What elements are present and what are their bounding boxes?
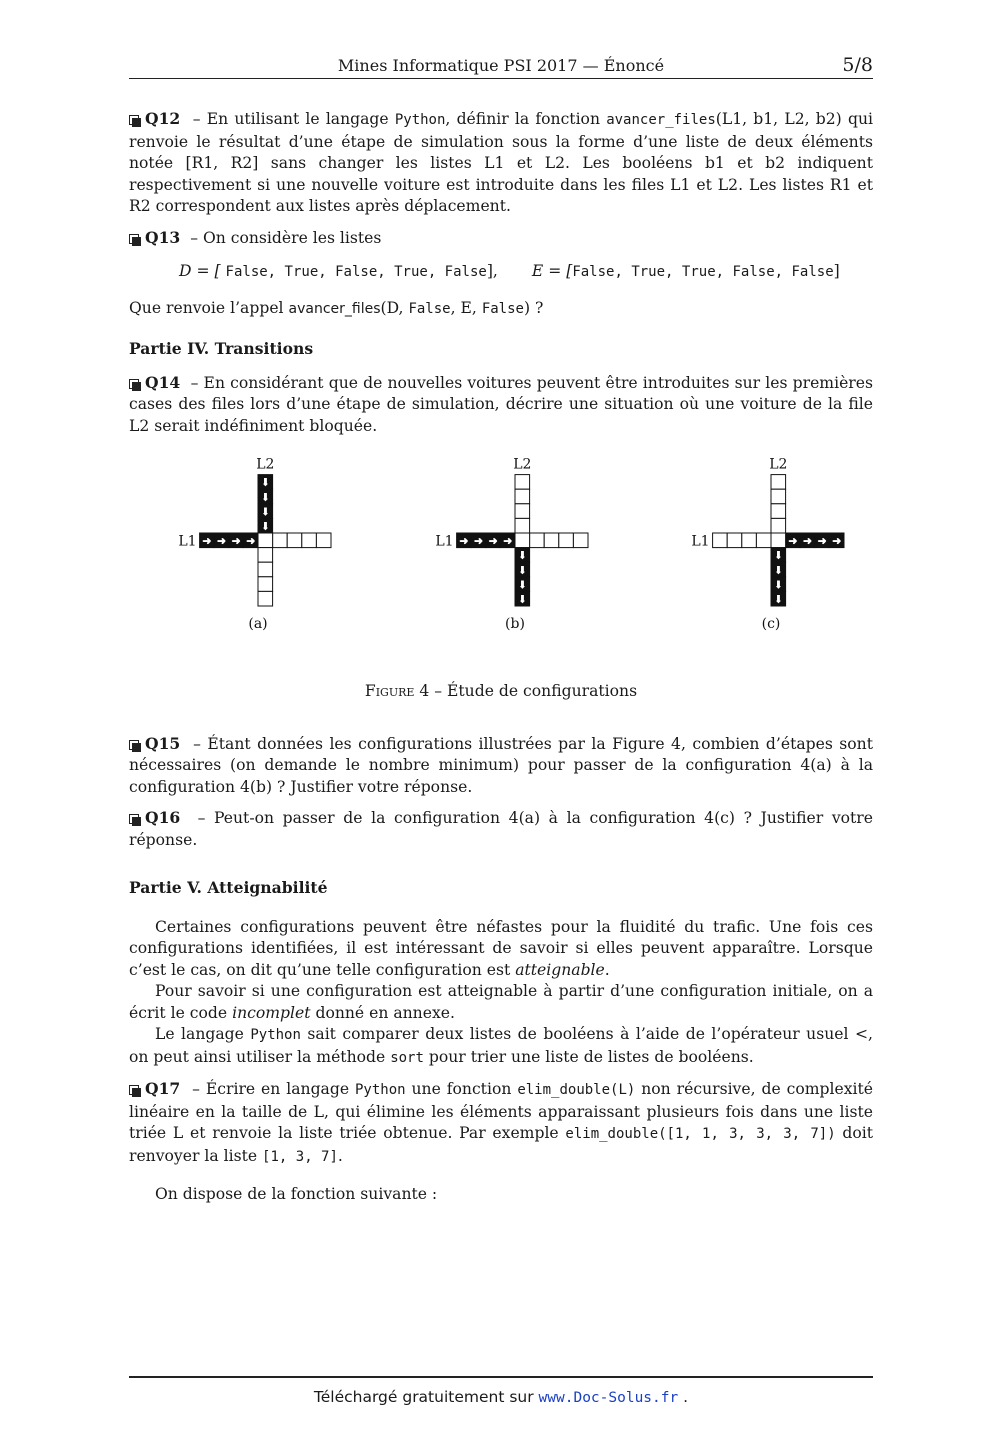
checkbox-icon — [129, 740, 139, 750]
para1-em: atteignable — [515, 960, 605, 979]
right-arrow-icon: ➜ — [459, 534, 469, 548]
l2-cell — [258, 577, 273, 592]
q13-text: – On considère les listes — [190, 228, 382, 247]
l2-cell — [258, 562, 273, 577]
down-arrow-icon: ⬇ — [517, 549, 527, 563]
question-14 — [129, 372, 873, 438]
subfigure-label: (c) — [761, 616, 781, 632]
l2-cell — [515, 518, 530, 533]
q17-mid2: non récursive, de complexité linéaire en la taille de L, qui élimine les éléments apparaissant plusieurs fois dans une liste triée L et renvoie la liste triée obtenue. Par exemple — [129, 1080, 874, 1142]
l2-cell — [515, 533, 530, 548]
right-arrow-icon: ➜ — [231, 534, 241, 548]
footer-text — [129, 1388, 873, 1406]
l1-cell — [316, 533, 331, 548]
l2-cell — [258, 548, 273, 563]
l1-cell — [742, 533, 757, 548]
q17-mid3: doit renvoyer la liste — [129, 1124, 873, 1165]
right-arrow-icon: ➜ — [817, 534, 827, 548]
q13-q-fn: avancer_files — [288, 300, 381, 317]
right-arrow-icon: ➜ — [832, 534, 842, 548]
right-arrow-icon: ➜ — [802, 534, 813, 548]
question-15 — [129, 733, 873, 799]
right-arrow-icon: ➜ — [216, 534, 227, 548]
q13-q-false2: False — [481, 300, 524, 317]
checkbox-icon — [129, 814, 139, 824]
para2-em: incomplet — [232, 1003, 311, 1022]
checkbox-icon — [129, 1085, 139, 1095]
q17-mid1: une fonction — [405, 1080, 518, 1098]
q17-code2: elim_double(L) — [517, 1082, 636, 1098]
l1-label: L1 — [435, 533, 454, 550]
para3-post: pour trier une liste de listes de booléens. — [423, 1047, 754, 1066]
q15-text: – Étant données les configurations illustrées par la Figure 4, combien d’étapes sont nécessaires (on demande le nombre minimum) pour passer de la configuration 4(a) à la configuration 4(b) ? Justifier votre réponse. — [129, 734, 873, 796]
l2-cell — [771, 518, 786, 533]
q17-code1: Python — [355, 1082, 406, 1098]
down-arrow-icon: ⬇ — [517, 563, 527, 577]
para3-code1: Python — [250, 1027, 301, 1043]
q12-label: Q12 — [145, 109, 181, 128]
eq-d-rhs: ], — [486, 262, 498, 280]
header-title: Mines Informatique PSI 2017 — Énoncé — [337, 56, 665, 75]
l2-cell — [771, 489, 786, 504]
question-17 — [129, 1078, 873, 1168]
down-arrow-icon: ⬇ — [773, 578, 783, 592]
q12-python: Python — [394, 112, 446, 128]
q17-post: . — [337, 1146, 343, 1165]
page-footer — [129, 1376, 873, 1406]
footer-end: . — [678, 1388, 689, 1406]
page-header — [129, 54, 873, 79]
q14-text: – En considérant que de nouvelles voitures peuvent être introduites sur les premières cases des files lors d’une étape de simulation, décrire une situation où une voiture de la file L2 serait indéfiniment bloquée. — [129, 373, 873, 435]
q17-code4: [1, 3, 7] — [262, 1148, 338, 1165]
down-arrow-icon: ⬇ — [773, 549, 783, 563]
eq-e-rhs: ] — [833, 262, 840, 280]
q14-label: Q14 — [145, 372, 181, 392]
l2-cell — [771, 533, 786, 548]
paragraph-1 — [129, 917, 873, 982]
l1-cell — [287, 533, 302, 548]
page-number: 5/8 — [842, 54, 873, 76]
l2-cell — [771, 504, 786, 519]
l1-cell — [727, 533, 742, 548]
l1-cell — [530, 533, 545, 548]
down-arrow-icon: ⬇ — [260, 505, 270, 519]
right-arrow-icon: ➜ — [503, 534, 513, 548]
figure-caption — [129, 681, 873, 703]
q15-label: Q15 — [145, 733, 181, 753]
para3-code2: sort — [390, 1049, 424, 1066]
l1-cell — [559, 533, 574, 548]
l2-cell — [258, 533, 273, 548]
down-arrow-icon: ⬇ — [517, 578, 527, 592]
l1-label: L1 — [691, 533, 710, 550]
q16-text: – Peut-on passer de la configuration 4(a) à la configuration 4(c) ? Justifier votre réponse. — [129, 809, 873, 849]
figure-4 — [129, 455, 873, 675]
l2-cell — [515, 504, 530, 519]
checkbox-icon — [129, 115, 139, 125]
down-arrow-icon: ⬇ — [260, 520, 270, 533]
l2-cell — [515, 475, 530, 490]
paragraph-2 — [129, 981, 873, 1024]
l1-cell — [756, 533, 771, 548]
q12-text-2: , définir la fonction — [445, 110, 607, 128]
caption-prefix: Figure 4 — [364, 682, 430, 700]
q16-label: Q16 — [145, 808, 181, 827]
down-arrow-icon: ⬇ — [260, 476, 270, 490]
eq-e-lhs: E = [ — [531, 262, 573, 280]
l1-cell — [544, 533, 559, 548]
down-arrow-icon: ⬇ — [773, 563, 783, 577]
para1-post: . — [604, 960, 610, 979]
l1-cell — [713, 533, 728, 548]
footer-link[interactable]: www.Doc-Solus.fr — [538, 1390, 679, 1406]
question-16 — [129, 807, 873, 851]
para3-pre: Le langage — [155, 1025, 251, 1043]
para2-post: donné en annexe. — [310, 1003, 455, 1022]
subfigure-label: (b) — [505, 616, 525, 632]
right-arrow-icon: ➜ — [473, 534, 484, 548]
right-arrow-icon: ➜ — [788, 534, 798, 548]
para1-pre: Certaines configurations peuvent être néfastes pour la fluidité du trafic. Une fois ces configurations identifiées, il est intéressant de savoir si elles peuvent apparaître. Lorsque c’est le cas, on dit qu’une telle configuration est — [129, 917, 873, 979]
right-arrow-icon: ➜ — [246, 534, 256, 548]
l1-cell — [573, 533, 588, 548]
q13-q-args1: (D, — [380, 298, 409, 317]
para3-mid: sait comparer deux listes de booléens à l’aide de l’opérateur usuel <, on peut ainsi utiliser la méthode — [129, 1025, 873, 1066]
l2-label: L2 — [256, 456, 275, 473]
eq-e-values: False, True, True, False, False — [572, 264, 834, 280]
down-arrow-icon: ⬇ — [517, 593, 527, 606]
paragraph-3 — [129, 1024, 873, 1069]
q12-fn: avancer_files — [606, 112, 716, 128]
q12-text-1: – En utilisant le langage — [192, 110, 395, 128]
q13-q-pre: Que renvoie l’appel — [129, 298, 289, 317]
part-5-title: Partie V. Atteignabilité — [129, 878, 328, 897]
checkbox-icon — [129, 379, 139, 389]
q12-text-3: (L1, b1, L2, b2) qui renvoie le résultat d’une étape de simulation sous la forme d’une liste de deux éléments notée [R1, R2] sans changer les listes L1 et L2. Les booléens b1 et b2 indiquent respectivement si une nouvelle voiture est introduite dans les files L1 et L2. Les listes R1 et R2 correspondent aux listes après déplacement. — [129, 110, 873, 215]
q17-pre: – Écrire en langage — [192, 1080, 355, 1098]
footer-prefix: Téléchargé gratuitement sur — [313, 1388, 539, 1406]
right-arrow-icon: ➜ — [202, 534, 212, 548]
l2-cell — [258, 591, 273, 606]
q13-equations — [129, 261, 873, 284]
down-arrow-icon: ⬇ — [773, 593, 783, 606]
q17-code3: elim_double([1, 1, 3, 3, 3, 7]) — [565, 1126, 836, 1142]
l1-cell — [273, 533, 288, 548]
question-12 — [129, 108, 873, 218]
l2-cell — [515, 489, 530, 504]
eq-d-values: False, True, False, True, False — [225, 264, 487, 280]
q13-q-post: ) ? — [523, 298, 544, 317]
configurations-diagram — [129, 455, 873, 655]
l2-label: L2 — [769, 456, 788, 473]
right-arrow-icon: ➜ — [488, 534, 498, 548]
checkbox-icon — [129, 234, 139, 244]
q13-question — [129, 298, 873, 321]
page-body — [129, 108, 873, 1206]
para2-pre: Pour savoir si une configuration est atteignable à partir d’une configuration initiale, on a écrit le code — [129, 982, 873, 1022]
l1-cell — [302, 533, 317, 548]
closing-line: On dispose de la fonction suivante : — [155, 1185, 438, 1203]
q13-label: Q13 — [145, 227, 181, 247]
part-4-title: Partie IV. Transitions — [129, 339, 314, 358]
caption-text: – Étude de configurations — [429, 682, 638, 700]
eq-d-lhs: D = [ — [179, 262, 226, 280]
l1-label: L1 — [178, 533, 197, 550]
q13-q-args2: , E, — [450, 298, 482, 317]
subfigure-label: (a) — [248, 616, 268, 632]
l2-cell — [771, 475, 786, 490]
question-13 — [129, 227, 873, 250]
l2-label: L2 — [513, 456, 532, 473]
down-arrow-icon: ⬇ — [260, 490, 270, 504]
q17-label: Q17 — [145, 1079, 181, 1098]
q13-q-false1: False — [408, 300, 451, 317]
